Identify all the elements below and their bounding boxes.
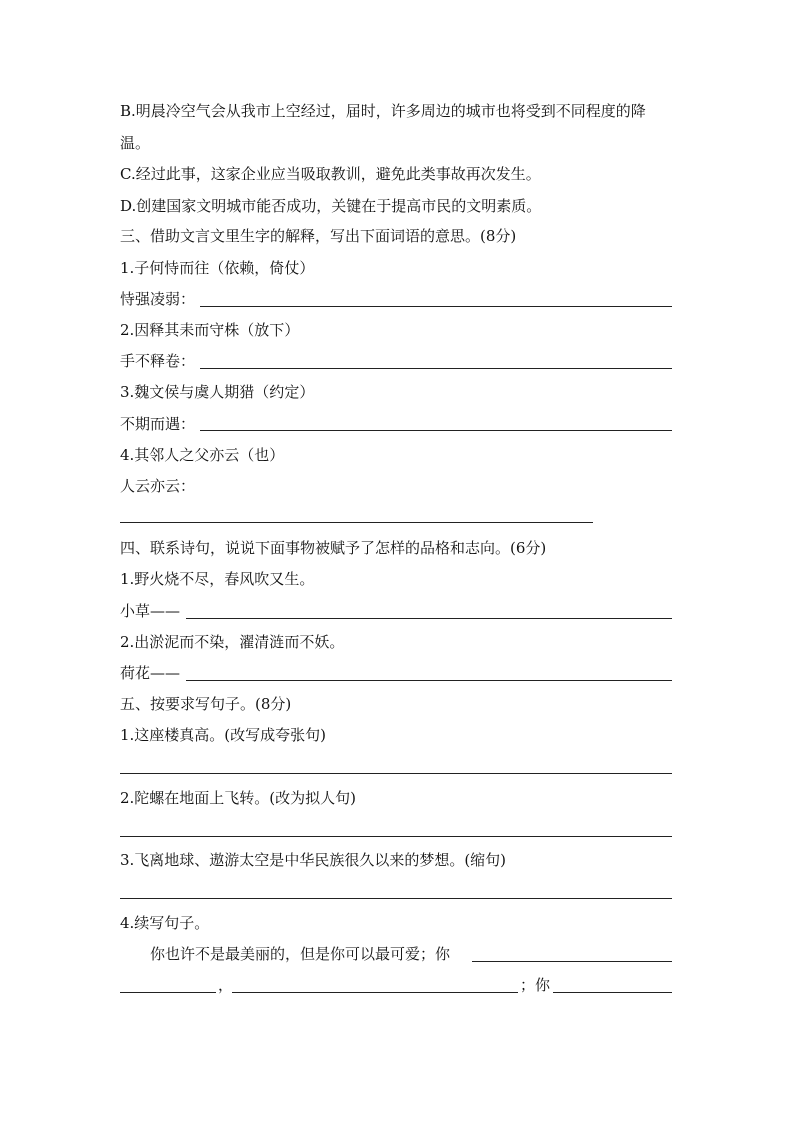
s5-item2-answer-line[interactable]	[120, 836, 672, 837]
section-5-heading: 五、按要求写句子。(8分)	[120, 695, 292, 713]
s3-item4-source: 4.其邻人之父亦云（也）	[120, 446, 285, 464]
option-d: D.创建国家文明城市能否成功，关键在于提高市民的文明素质。	[120, 197, 542, 215]
s5-item1-answer-line[interactable]	[120, 773, 672, 774]
s4-item1-answer-line[interactable]	[186, 618, 672, 619]
option-b-line2: 温。	[120, 134, 151, 152]
s5-item1-prompt: 1.这座楼真高。(改写成夸张句)	[120, 726, 327, 744]
s5-continue-blank-3[interactable]	[232, 992, 518, 993]
s5-continue-semicolon: ；你	[520, 976, 551, 994]
s5-item2-prompt: 2.陀螺在地面上飞转。(改为拟人句)	[120, 789, 357, 807]
s3-item3-term: 不期而遇：	[120, 415, 196, 433]
s5-continue-blank-1[interactable]	[472, 961, 672, 962]
s3-item3-answer-line[interactable]	[200, 430, 672, 431]
s4-item2-subject: 荷花——	[120, 664, 181, 682]
s5-continue-blank-4[interactable]	[553, 992, 672, 993]
s5-continue-comma: ，	[218, 976, 234, 994]
s3-item4-answer-line[interactable]	[120, 522, 593, 523]
s5-continue-text: 你也许不是最美丽的，但是你可以最可爱；你	[150, 945, 451, 963]
s4-item2-answer-line[interactable]	[186, 680, 672, 681]
section-3-heading: 三、借助文言文里生字的解释，写出下面词语的意思。(8分)	[120, 227, 517, 245]
option-b-line1: B.明晨冷空气会从我市上空经过，届时，许多周边的城市也将受到不同程度的降	[120, 102, 646, 120]
s5-item4-prompt: 4.续写句子。	[120, 914, 210, 932]
s3-item1-answer-line[interactable]	[200, 306, 672, 307]
s5-item3-prompt: 3.飞离地球、遨游太空是中华民族很久以来的梦想。(缩句)	[120, 851, 507, 869]
s3-item2-source: 2.因释其耒而守株（放下）	[120, 321, 300, 339]
s3-item3-source: 3.魏文侯与虞人期猎（约定）	[120, 383, 315, 401]
s3-item2-answer-line[interactable]	[200, 368, 672, 369]
s5-continue-blank-2[interactable]	[120, 992, 216, 993]
section-4-heading: 四、联系诗句，说说下面事物被赋予了怎样的品格和志向。(6分)	[120, 539, 547, 557]
s3-item1-source: 1.子何恃而往（依赖，倚仗）	[120, 259, 315, 277]
s3-item4-term: 人云亦云：	[120, 477, 196, 495]
option-c: C.经过此事，这家企业应当吸取教训，避免此类事故再次发生。	[120, 165, 541, 183]
s5-item3-answer-line[interactable]	[120, 898, 672, 899]
s3-item2-term: 手不释卷：	[120, 352, 196, 370]
s4-item1-subject: 小草——	[120, 602, 181, 620]
s3-item1-term: 恃强凌弱：	[120, 290, 196, 308]
s4-item1-poem: 1.野火烧不尽，春风吹又生。	[120, 570, 315, 588]
s4-item2-poem: 2.出淤泥而不染，濯清涟而不妖。	[120, 633, 345, 651]
